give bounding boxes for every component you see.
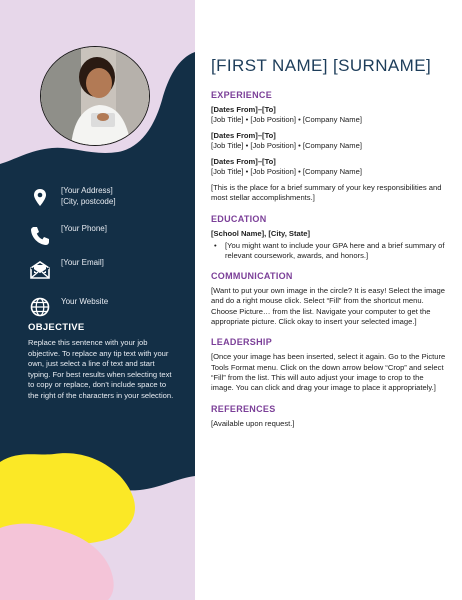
contact-address (0, 186, 195, 216)
contact-email (0, 258, 195, 288)
experience-entry (211, 157, 447, 177)
experience-summary: [This is the place for a brief summary of your key responsibilities and most stellar accomplishments.] (211, 183, 442, 203)
education-bullet-text: [You might want to include your GPA here and a brief summary of relevant coursework, awards, and honors.] (225, 240, 445, 260)
experience-details: [Job Title] • [Job Position] • [Company Name] (211, 167, 362, 176)
contact-website (0, 295, 195, 325)
objective-text: Replace this sentence with your job objective. To replace any tip text with your own, just select a line of text and start typing. For best results when selecting text to copy or replace, don’t include space to the right of the characters in your selection. (28, 338, 174, 400)
phone-text: [Your Phone] (61, 224, 107, 233)
sidebar (0, 0, 195, 600)
experience-dates: [Dates From]–[To] (211, 131, 276, 140)
bullet-marker: • (214, 240, 217, 250)
website-text: Your Website (61, 297, 109, 306)
experience-entry (211, 105, 447, 125)
globe-icon (28, 295, 52, 319)
objective-title: OBJECTIVE (28, 322, 85, 333)
email-text: [Your Email] (61, 258, 104, 267)
school-name: [School Name], [City, State] (211, 228, 311, 238)
address-line-2: [City, postcode] (61, 196, 116, 206)
references-text: [Available upon request.] (211, 418, 295, 428)
contact-phone (0, 224, 195, 254)
email-icon (28, 258, 52, 282)
profile-photo-illustration (41, 47, 150, 146)
leadership-title: LEADERSHIP (211, 337, 273, 348)
address-text (61, 186, 116, 207)
leadership-text: [Once your image has been inserted, select it again. Go to the Picture Tools Format menu. Click on the down arrow below “Crop” and select “Fill” from the list. This will auto adjust your image to crop to the image. You can click and drag your image to place it appropriately.] (211, 352, 446, 393)
education-bullet (211, 241, 447, 262)
education-title: EDUCATION (211, 213, 267, 224)
location-pin-icon (28, 186, 52, 210)
phone-icon (28, 224, 52, 248)
experience-entry (211, 131, 447, 151)
experience-details: [Job Title] • [Job Position] • [Company Name] (211, 141, 362, 150)
communication-text: [Want to put your own image in the circle? It is easy! Select the image and do a right mouse click. Select “Fill” from the shortcut menu. Choose Picture… from the list. Navigate your computer to get the appropriate picture. Click okay to insert your selected image.] (211, 286, 445, 327)
experience-title: EXPERIENCE (211, 90, 273, 100)
full-name: [FIRST NAME] [SURNAME] (211, 56, 432, 75)
experience-dates: [Dates From]–[To] (211, 105, 276, 114)
profile-photo[interactable] (40, 46, 150, 146)
communication-title: COMMUNICATION (211, 271, 293, 282)
experience-dates: [Dates From]–[To] (211, 157, 276, 166)
experience-details: [Job Title] • [Job Position] • [Company Name] (211, 115, 362, 124)
education-school (211, 229, 447, 239)
references-title: REFERENCES (211, 403, 276, 414)
main-content (211, 56, 447, 429)
address-line-1: [Your Address] (61, 186, 113, 195)
